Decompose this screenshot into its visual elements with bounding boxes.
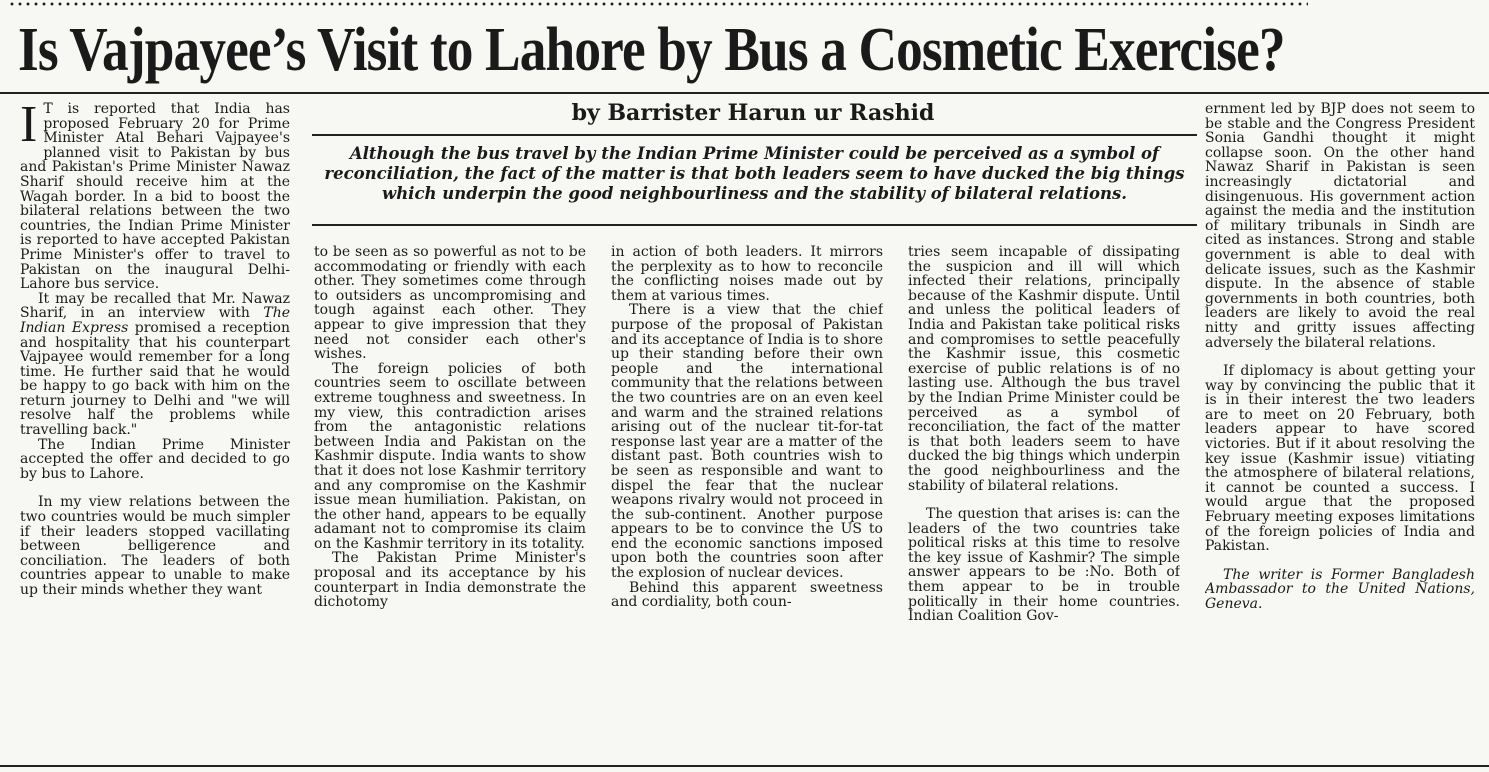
article-column-5 <box>1205 102 1475 758</box>
paragraph: Behind this apparent sweetness and cordiality, both coun- <box>611 579 883 611</box>
paragraph: to be seen as so powerful as not to be accommodating or friendly with each other. They sometimes come through to outsiders as uncompromising and tough against each other. They appear to give impression that they need not consider each other's wishes. <box>314 245 586 363</box>
paragraph <box>20 102 290 292</box>
article-column-4 <box>908 245 1180 758</box>
paragraph: tries seem incapable of dissipating the suspicion and ill will which infected their relations, principally because of the Kashmir dispute. Until and unless the political leaders of India and Pakistan take political risks and compromises to settle peacefully the Kashmir issue, this cosmetic exercise of public relations is of no lasting use. Although the bus travel by the Indian Prime Minister could be perceived as a symbol of reconciliation, the fact of the matter is that both leaders seem to have ducked the big things which underpin the good neighbourliness and the stability of bilateral relations. <box>908 245 1180 494</box>
paragraph <box>20 292 290 438</box>
article-column-2 <box>314 245 586 758</box>
paragraph: If diplomacy is about getting your way by convincing the public that it is in their interest the two leaders are to meet on 20 February, both leaders appear to have scored victories. But if it about resolving the key issue (Kashmir issue) vitiating the atmosphere of bilateral relations, it cannot be counted a success. I would argue that the proposed February meeting exposes limitations of the foreign policies of India and Pakistan. <box>1205 363 1475 555</box>
paragraph: The Indian Prime Minister accepted the offer and decided to go by bus to Lahore. <box>20 436 290 482</box>
paragraph: ernment led by BJP does not seem to be stable and the Congress President Sonia Gandhi thought it might collapse soon. On the other hand Nawaz Sharif in Pakistan is seen increasingly dictatorial and disingenuous. His government action against the media and the institution of military tribunals in Sindh are cited as instances. Strong and stable government is able to deal with delicate issues, such as the Kashmir dispute. In the absence of stable governments in both countries, both leaders are likely to avoid the real nitty and gritty issues affecting adversely the bilateral relations. <box>1205 102 1475 351</box>
article-column-1 <box>20 102 290 758</box>
article-column-3 <box>611 245 883 758</box>
paragraph: The foreign policies of both countries seem to oscillate between extreme toughness and sweetness. In my view, this contradiction arises from the antagonistic relations between India and Pakistan on the Kashmir dispute. India wants to show that it does not lose Kashmir territory and any compromise on the Kashmir issue mean humiliation. Pakistan, on the other hand, appears to be equally adamant not to compromise its claim on the Kashmir territory in its totality. <box>314 360 586 552</box>
newspaper-name: The Indian Express <box>20 305 290 336</box>
paragraph: The question that arises is: can the leaders of the two countries take political risks at this time to resolve the key issue of Kashmir? The simple answer appears to be :No. Both of them appear to be in trouble politically in their home countries. Indian Coalition Gov- <box>908 506 1180 625</box>
bottom-rule <box>0 765 1489 767</box>
paragraph-text: It may be recalled that Mr. Nawaz Sharif, in an interview with <box>20 290 290 322</box>
paragraph: In my view relations between the two countries would be much simpler if their leaders stopped vacillating between belligerence and conciliation. The leaders of both countries appear to unable to make up their minds whether they want <box>20 494 290 598</box>
drop-cap: I <box>20 102 38 153</box>
pull-quote: Although the bus travel by the Indian Prime Minister could be perceived as a symbol of reconciliation, the fact of the matter is that both leaders seem to have ducked the big things which underpin the good neighbourliness and the stability of bilateral relations. <box>312 134 1197 226</box>
paragraph-text: T is reported that India has proposed February 20 for Prime Minister Atal Behari Vajpayee's planned visit to Pakistan by bus and Pakistan's Prime Minister Nawaz Sharif should receive him at the Wagah border. In a bid to boost the bilateral relations between the two countries, the Indian Prime Minister is reported to have accepted Pakistan Prime Minister's offer to travel to Pakistan on the inaugural Delhi-Lahore bus service. <box>20 102 290 293</box>
byline: by Barrister Harun ur Rashid <box>571 100 935 126</box>
paragraph: in action of both leaders. It mirrors the perplexity as to how to reconcile the conflicting noises made out by them at various times. <box>611 245 883 304</box>
paragraph: The Pakistan Prime Minister's proposal and its acceptance by his counterpart in India demonstrate the dichotomy <box>314 550 586 611</box>
paragraph: There is a view that the chief purpose of the proposal of Pakistan and its acceptance of India is to shore up their standing before their own people and the international community that the relations between the two countries are on an even keel and warm and the strained relations arising out of the nuclear tit-for-tat response last year are a matter of the distant past. Both countries wish to be seen as responsible and want to dispel the fear that the nuclear weapons rivalry would not proceed in the sub-continent. Another purpose appears to be to convince the US to end the economic sanctions imposed upon both the countries soon after the explosion of nuclear devices. <box>611 302 883 582</box>
headline-rule <box>0 92 1489 94</box>
dotted-border <box>8 0 1308 8</box>
author-note: The writer is Former Bangladesh Ambassador to the United Nations, Geneva. <box>1205 566 1475 612</box>
headline: Is Vajpayee’s Visit to Lahore by Bus a Cosmetic Exercise? <box>18 16 1285 84</box>
paragraph-text: promised a reception and hospitality that his counterpart Vajpayee would remember for a long time. He further said that he would be happy to go back with him on the return journey to Delhi and "we will resolve half the problems while travelling back." <box>20 319 290 439</box>
